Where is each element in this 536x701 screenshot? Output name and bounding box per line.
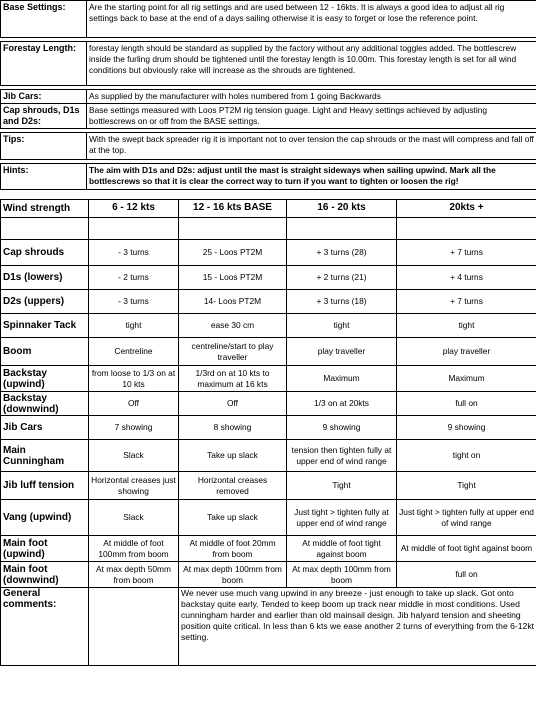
blank-cell [287, 218, 397, 240]
setting-row [1, 338, 536, 366]
general-comments-text: We never use much vang upwind in any breeze - just enough to take up slack. Got onto backstay quite early. Tended to keep boom up track near middle in most conditions. Used cunningham harder and earlier than old mainsail design. Jib halyard tension and sheeting position quite critical. In less than 6 kts we ease another 2 turns of everything from the 6-12kt setting. [179, 588, 536, 666]
setting-value: Off [89, 392, 179, 416]
notes-row-forestay [1, 42, 536, 86]
setting-value: 1/3rd on at 10 kts to maximum at 16 kts [179, 366, 287, 392]
setting-row [1, 366, 536, 392]
setting-value: Horizontal creases just showing [89, 472, 179, 500]
wind-range-header-4: 20kts + [397, 200, 536, 218]
setting-value: Slack [89, 500, 179, 536]
setting-row [1, 416, 536, 440]
base-settings-text: Are the starting point for all rig settings and are used between 12 - 16kts. It is always a good idea to adjust all rig settings back to base at the end of a days sailing otherwise it is easy to forget or lose the reference point. [87, 1, 536, 38]
wind-range-header-1: 6 - 12 kts [89, 200, 179, 218]
cap-shrouds-label: Cap shrouds, D1s and D2s: [1, 104, 87, 129]
setting-value: Tight [397, 472, 536, 500]
blank-cell [179, 218, 287, 240]
setting-value: - 3 turns [89, 290, 179, 314]
notes-row-cap [1, 104, 536, 129]
setting-value: Slack [89, 440, 179, 472]
setting-value: + 2 turns (21) [287, 266, 397, 290]
notes-row-tips [1, 133, 536, 160]
setting-label: Backstay (downwind) [1, 392, 89, 416]
notes-row-jibcars [1, 90, 536, 104]
setting-value: from loose to 1/3 on at 10 kts [89, 366, 179, 392]
setting-value: tight [287, 314, 397, 338]
setting-row [1, 472, 536, 500]
setting-value: At middle of foot 20mm from boom [179, 536, 287, 562]
setting-value: At middle of foot 100mm from boom [89, 536, 179, 562]
setting-row [1, 290, 536, 314]
setting-value: + 3 turns (18) [287, 290, 397, 314]
wind-range-header-2: 12 - 16 kts BASE [179, 200, 287, 218]
wind-strength-header: Wind strength [1, 200, 89, 218]
setting-value: 7 showing [89, 416, 179, 440]
setting-value: Tight [287, 472, 397, 500]
setting-value: Off [179, 392, 287, 416]
setting-value: - 2 turns [89, 266, 179, 290]
jib-cars-text: As supplied by the manufacturer with holes numbered from 1 going Backwards [87, 90, 536, 104]
setting-value: tight on [397, 440, 536, 472]
setting-value: 15 - Loos PT2M [179, 266, 287, 290]
setting-label: Jib luff tension [1, 472, 89, 500]
forestay-length-label: Forestay Length: [1, 42, 87, 86]
rig-notes-table [0, 0, 536, 190]
setting-label: Cap shrouds [1, 240, 89, 266]
setting-value: At max depth 100mm from boom [179, 562, 287, 588]
setting-value: At max depth 50mm from boom [89, 562, 179, 588]
setting-label: D2s (uppers) [1, 290, 89, 314]
setting-value: At max depth 100mm from boom [287, 562, 397, 588]
tips-label: Tips: [1, 133, 87, 160]
hints-label: Hints: [1, 164, 87, 190]
setting-value: full on [397, 392, 536, 416]
blank-cell [1, 218, 89, 240]
setting-value: play traveller [397, 338, 536, 366]
setting-row [1, 240, 536, 266]
setting-label: Boom [1, 338, 89, 366]
setting-value: 9 showing [397, 416, 536, 440]
blank-cell [89, 588, 179, 666]
setting-value: At middle of foot tight against boom [397, 536, 536, 562]
jib-cars-label: Jib Cars: [1, 90, 87, 104]
setting-row [1, 266, 536, 290]
setting-value: Centreline [89, 338, 179, 366]
setting-value: 25 - Loos PT2M [179, 240, 287, 266]
rig-settings-table [0, 199, 536, 666]
setting-label: D1s (lowers) [1, 266, 89, 290]
setting-row [1, 500, 536, 536]
setting-label: Vang (upwind) [1, 500, 89, 536]
setting-value: + 3 turns (28) [287, 240, 397, 266]
grid-header-row [1, 200, 536, 218]
setting-value: centreline/start to play traveller [179, 338, 287, 366]
setting-row [1, 392, 536, 416]
setting-value: + 7 turns [397, 290, 536, 314]
grid-blank-row [1, 218, 536, 240]
setting-value: tight [89, 314, 179, 338]
setting-value: Just tight > tighten fully at upper end of wind range [287, 500, 397, 536]
setting-value: ease 30 cm [179, 314, 287, 338]
setting-value: + 7 turns [397, 240, 536, 266]
setting-value: Just tight > tighten fully at upper end of wind range [397, 500, 536, 536]
setting-value: Horizontal creases removed [179, 472, 287, 500]
setting-value: At middle of foot tight against boom [287, 536, 397, 562]
setting-label: Jib Cars [1, 416, 89, 440]
setting-value: 9 showing [287, 416, 397, 440]
wind-range-header-3: 16 - 20 kts [287, 200, 397, 218]
setting-row [1, 440, 536, 472]
base-settings-label: Base Settings: [1, 1, 87, 38]
blank-cell [397, 218, 536, 240]
forestay-length-text: forestay length should be standard as supplied by the factory without any additional toggles added. The bottlescrew inside the furling drum should be tightened until the forestay length is 10.00m. This forestay length is set for all wind conditions but obviously rake will increase as the shrouds are tightened. [87, 42, 536, 86]
notes-row-base [1, 1, 536, 38]
setting-row [1, 562, 536, 588]
hints-text: The aim with D1s and D2s: adjust until the mast is straight sideways when sailing upwind. Mark all the bottlescrews so that it is clear the correct way to turn if you want to tighten or loosen the rig! [87, 164, 536, 190]
setting-value: Maximum [287, 366, 397, 392]
setting-value: tension then tighten fully at upper end of wind range [287, 440, 397, 472]
setting-label: Main foot (downwind) [1, 562, 89, 588]
setting-value: - 3 turns [89, 240, 179, 266]
blank-cell [89, 218, 179, 240]
setting-value: 14- Loos PT2M [179, 290, 287, 314]
tips-text: With the swept back spreader rig it is important not to over tension the cap shrouds or the mast will compress and fall off at the top. [87, 133, 536, 160]
cap-shrouds-text: Base settings measured with Loos PT2M rig tension guage. Light and Heavy settings achieved by adjusting bottlescrews on or off from the BASE settings. [87, 104, 536, 129]
notes-row-hints [1, 164, 536, 190]
setting-label: Spinnaker Tack [1, 314, 89, 338]
setting-value: Take up slack [179, 500, 287, 536]
setting-label: Main Cunningham [1, 440, 89, 472]
setting-value: 8 showing [179, 416, 287, 440]
setting-label: Backstay (upwind) [1, 366, 89, 392]
setting-label: Main foot (upwind) [1, 536, 89, 562]
general-comments-label: General comments: [1, 588, 89, 666]
setting-value: Take up slack [179, 440, 287, 472]
setting-value: tight [397, 314, 536, 338]
setting-value: + 4 turns [397, 266, 536, 290]
setting-value: full on [397, 562, 536, 588]
general-comments-row [1, 588, 536, 666]
setting-row [1, 314, 536, 338]
setting-value: play traveller [287, 338, 397, 366]
setting-value: Maximum [397, 366, 536, 392]
setting-row [1, 536, 536, 562]
setting-value: 1/3 on at 20kts [287, 392, 397, 416]
